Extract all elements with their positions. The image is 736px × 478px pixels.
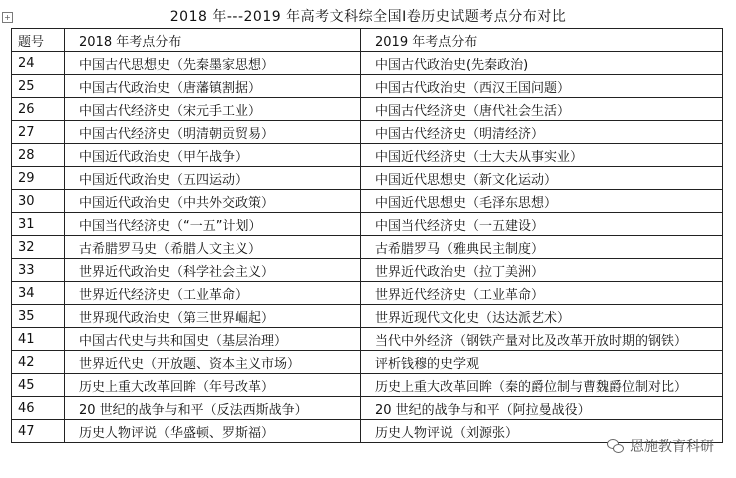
topic-2019-cell: 世界近代政治史（拉丁美洲）	[361, 259, 723, 282]
topic-2019-cell: 中国当代经济史（一五建设）	[361, 213, 723, 236]
topic-2018-cell: 古希腊罗马史（希腊人文主义）	[65, 236, 361, 259]
topic-2018-cell: 中国当代经济史（“一五”计划）	[65, 213, 361, 236]
topic-2018-cell: 世界近代史（开放题、资本主义市场）	[65, 351, 361, 374]
comparison-table	[11, 28, 723, 443]
table-row	[12, 351, 723, 374]
topic-2018-cell: 中国近代政治史（甲午战争）	[65, 144, 361, 167]
topic-2019-cell: 古希腊罗马（雅典民主制度）	[361, 236, 723, 259]
table-move-handle-icon[interactable]: +	[2, 12, 13, 23]
topic-2019-cell: 世界近代经济史（工业革命）	[361, 282, 723, 305]
topic-2018-cell: 中国古代经济史（明清朝贡贸易）	[65, 121, 361, 144]
table-row	[12, 144, 723, 167]
question-number-cell: 32	[12, 236, 65, 259]
topic-2019-cell: 中国古代政治史(先秦政治)	[361, 52, 723, 75]
topic-2019-cell: 世界近现代文化史（达达派艺术）	[361, 305, 723, 328]
table-body	[12, 52, 723, 443]
topic-2019-cell: 中国古代政治史（西汉王国问题）	[361, 75, 723, 98]
table-row	[12, 328, 723, 351]
wechat-icon	[607, 438, 625, 454]
question-number-cell: 30	[12, 190, 65, 213]
topic-2019-cell: 中国古代经济史（唐代社会生活）	[361, 98, 723, 121]
table-row	[12, 374, 723, 397]
topic-2018-cell: 中国古代政治史（唐藩镇割据）	[65, 75, 361, 98]
topic-2018-cell: 中国古代史与共和国史（基层治理）	[65, 328, 361, 351]
topic-2019-cell: 历史上重大改革回眸（秦的爵位制与曹魏爵位制对比）	[361, 374, 723, 397]
question-number-cell: 25	[12, 75, 65, 98]
topic-2019-cell: 中国近代经济史（士大夫从事实业）	[361, 144, 723, 167]
question-number-cell: 35	[12, 305, 65, 328]
question-number-cell: 41	[12, 328, 65, 351]
table-row	[12, 167, 723, 190]
topic-2019-cell: 中国近代思想史（新文化运动）	[361, 167, 723, 190]
question-number-cell: 31	[12, 213, 65, 236]
question-number-cell: 29	[12, 167, 65, 190]
table-row	[12, 282, 723, 305]
topic-2018-cell: 中国古代经济史（宋元手工业）	[65, 98, 361, 121]
question-number-cell: 34	[12, 282, 65, 305]
header-2018: 2018 年考点分布	[65, 29, 361, 52]
question-number-cell: 24	[12, 52, 65, 75]
table-header-row	[12, 29, 723, 52]
table-row	[12, 98, 723, 121]
topic-2018-cell: 中国古代思想史（先秦墨家思想）	[65, 52, 361, 75]
topic-2018-cell: 世界近代政治史（科学社会主义）	[65, 259, 361, 282]
question-number-cell: 47	[12, 420, 65, 443]
topic-2019-cell: 中国近代思想史（毛泽东思想）	[361, 190, 723, 213]
question-number-cell: 42	[12, 351, 65, 374]
table-row	[12, 213, 723, 236]
topic-2019-cell: 评析钱穆的史学观	[361, 351, 723, 374]
question-number-cell: 28	[12, 144, 65, 167]
document-title: 2018 年---2019 年高考文科综全国Ⅰ卷历史试题考点分布对比	[169, 9, 567, 25]
topic-2018-cell: 历史人物评说（华盛顿、罗斯福）	[65, 420, 361, 443]
header-number: 题号	[12, 29, 65, 52]
topic-2018-cell: 中国近代政治史（中共外交政策）	[65, 190, 361, 213]
question-number-cell: 45	[12, 374, 65, 397]
table-row	[12, 236, 723, 259]
table-row	[12, 305, 723, 328]
topic-2019-cell: 20 世纪的战争与和平（阿拉曼战役）	[361, 397, 723, 420]
topic-2018-cell: 世界近代经济史（工业革命）	[65, 282, 361, 305]
topic-2018-cell: 历史上重大改革回眸（年号改革）	[65, 374, 361, 397]
question-number-cell: 27	[12, 121, 65, 144]
question-number-cell: 46	[12, 397, 65, 420]
topic-2018-cell: 世界现代政治史（第三世界崛起）	[65, 305, 361, 328]
topic-2019-cell: 历史人物评说（刘源张）	[361, 420, 723, 443]
table-row	[12, 121, 723, 144]
table-row	[12, 52, 723, 75]
table-row	[12, 259, 723, 282]
topic-2018-cell: 中国近代政治史（五四运动）	[65, 167, 361, 190]
question-number-cell: 33	[12, 259, 65, 282]
watermark	[607, 436, 714, 456]
watermark-text: 恩施教育科研	[630, 439, 714, 455]
topic-2019-cell: 中国古代经济史（明清经济）	[361, 121, 723, 144]
table-row	[12, 75, 723, 98]
topic-2019-cell: 当代中外经济（钢铁产量对比及改革开放时期的钢铁）	[361, 328, 723, 351]
question-number-cell: 26	[12, 98, 65, 121]
header-2019: 2019 年考点分布	[361, 29, 723, 52]
table-row	[12, 397, 723, 420]
topic-2018-cell: 20 世纪的战争与和平（反法西斯战争）	[65, 397, 361, 420]
table-row	[12, 190, 723, 213]
